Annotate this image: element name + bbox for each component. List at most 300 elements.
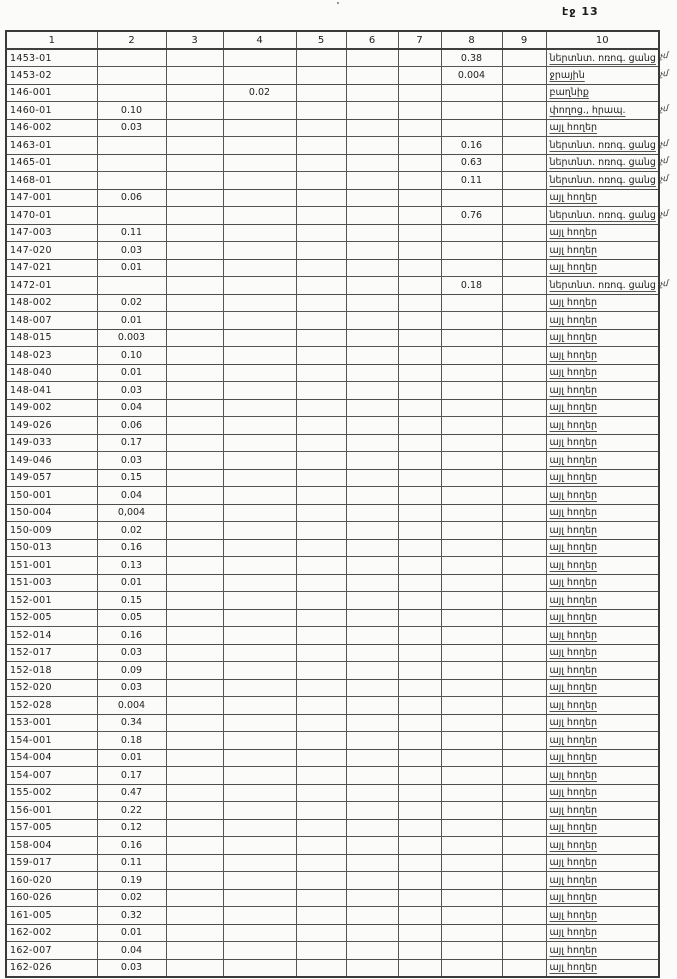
land-category-label: այլ հողեր bbox=[549, 384, 598, 396]
cell-col3 bbox=[166, 364, 223, 382]
cell-col8: 0.38 bbox=[441, 49, 502, 67]
cell-col1: 150-009 bbox=[6, 522, 97, 540]
cell-col2: 0.18 bbox=[97, 732, 166, 750]
cell-col3 bbox=[166, 732, 223, 750]
table-row bbox=[6, 574, 659, 592]
cell-col9 bbox=[502, 802, 546, 820]
cell-col6 bbox=[346, 434, 398, 452]
cell-col7 bbox=[398, 417, 441, 435]
cell-col6 bbox=[346, 627, 398, 645]
cell-col8 bbox=[441, 697, 502, 715]
cell-col4 bbox=[223, 854, 296, 872]
cell-col10 bbox=[546, 137, 659, 155]
cell-col5 bbox=[296, 469, 346, 487]
cell-col4 bbox=[223, 399, 296, 417]
cell-col6 bbox=[346, 277, 398, 295]
table-row bbox=[6, 609, 659, 627]
cell-col9 bbox=[502, 172, 546, 190]
cell-col2: 0.10 bbox=[97, 347, 166, 365]
table-row bbox=[6, 119, 659, 137]
cell-col6 bbox=[346, 452, 398, 470]
cell-col7 bbox=[398, 907, 441, 925]
table-row bbox=[6, 592, 659, 610]
cell-col7 bbox=[398, 732, 441, 750]
table-row bbox=[6, 924, 659, 942]
handwritten-note: չմ bbox=[659, 103, 669, 115]
cell-col9 bbox=[502, 522, 546, 540]
cell-col1: 146-002 bbox=[6, 119, 97, 137]
cell-col9 bbox=[502, 907, 546, 925]
cell-col6 bbox=[346, 872, 398, 890]
cell-col4 bbox=[223, 189, 296, 207]
cell-col6 bbox=[346, 504, 398, 522]
cell-col8 bbox=[441, 294, 502, 312]
table-row bbox=[6, 469, 659, 487]
cell-col4 bbox=[223, 154, 296, 172]
table-row bbox=[6, 662, 659, 680]
cell-col10 bbox=[546, 242, 659, 260]
cell-col2: 0.01 bbox=[97, 259, 166, 277]
cell-col8 bbox=[441, 84, 502, 102]
cell-col3 bbox=[166, 49, 223, 67]
cell-col8 bbox=[441, 102, 502, 120]
cell-col10 bbox=[546, 417, 659, 435]
cell-col1: 149-057 bbox=[6, 469, 97, 487]
cell-col2: 0.16 bbox=[97, 539, 166, 557]
cell-col8 bbox=[441, 382, 502, 400]
cell-col10 bbox=[546, 49, 659, 67]
cell-col6 bbox=[346, 67, 398, 85]
table-row bbox=[6, 749, 659, 767]
cell-col4 bbox=[223, 924, 296, 942]
cell-col7 bbox=[398, 347, 441, 365]
cell-col4 bbox=[223, 382, 296, 400]
cell-col10 bbox=[546, 469, 659, 487]
cell-col4 bbox=[223, 592, 296, 610]
land-category-label: այլ հողեր bbox=[549, 559, 598, 571]
header-cell-col2: 2 bbox=[97, 31, 166, 49]
cell-col6 bbox=[346, 662, 398, 680]
cell-col5 bbox=[296, 224, 346, 242]
cell-col1: 1465-01 bbox=[6, 154, 97, 172]
cell-col4 bbox=[223, 784, 296, 802]
cell-col4 bbox=[223, 522, 296, 540]
cell-col3 bbox=[166, 889, 223, 907]
cell-col2: 0.17 bbox=[97, 434, 166, 452]
land-category-label: այլ հողեր bbox=[549, 612, 598, 624]
cell-col5 bbox=[296, 907, 346, 925]
table-row bbox=[6, 557, 659, 575]
cell-col8 bbox=[441, 504, 502, 522]
land-category-label: ներտնտ. ոռոգ. ցանց bbox=[549, 52, 656, 64]
cell-col1: 152-017 bbox=[6, 644, 97, 662]
cell-col7 bbox=[398, 154, 441, 172]
cell-col8 bbox=[441, 784, 502, 802]
cell-col7 bbox=[398, 119, 441, 137]
table-row bbox=[6, 679, 659, 697]
cell-col4 bbox=[223, 207, 296, 225]
cell-col2 bbox=[97, 277, 166, 295]
cell-col2 bbox=[97, 172, 166, 190]
cell-col9 bbox=[502, 399, 546, 417]
cell-col8 bbox=[441, 767, 502, 785]
cell-col10 bbox=[546, 207, 659, 225]
cell-col5 bbox=[296, 84, 346, 102]
cell-col8 bbox=[441, 749, 502, 767]
cell-col1: 162-026 bbox=[6, 959, 97, 977]
land-category-label: այլ հողեր bbox=[549, 927, 598, 939]
cell-col8 bbox=[441, 522, 502, 540]
cell-col5 bbox=[296, 644, 346, 662]
cell-col10 bbox=[546, 574, 659, 592]
land-category-label: այլ հողեր bbox=[549, 349, 598, 361]
cell-col3 bbox=[166, 67, 223, 85]
cell-col4 bbox=[223, 347, 296, 365]
cell-col8 bbox=[441, 854, 502, 872]
cell-col5 bbox=[296, 119, 346, 137]
cell-col3 bbox=[166, 679, 223, 697]
cell-col1: 1460-01 bbox=[6, 102, 97, 120]
table-body bbox=[6, 49, 659, 977]
cell-col2 bbox=[97, 49, 166, 67]
cell-col10 bbox=[546, 679, 659, 697]
cell-col3 bbox=[166, 784, 223, 802]
cell-col2: 0.19 bbox=[97, 872, 166, 890]
cell-col5 bbox=[296, 312, 346, 330]
cell-col3 bbox=[166, 154, 223, 172]
cell-col6 bbox=[346, 854, 398, 872]
cell-col4 bbox=[223, 714, 296, 732]
cell-col2 bbox=[97, 84, 166, 102]
cell-col9 bbox=[502, 837, 546, 855]
cell-col5 bbox=[296, 207, 346, 225]
table-row bbox=[6, 452, 659, 470]
land-category-label: այլ հողեր bbox=[549, 472, 598, 484]
cell-col4 bbox=[223, 417, 296, 435]
cell-col8 bbox=[441, 907, 502, 925]
cell-col8 bbox=[441, 347, 502, 365]
table-row bbox=[6, 784, 659, 802]
cell-col3 bbox=[166, 907, 223, 925]
table-row bbox=[6, 382, 659, 400]
cell-col10 bbox=[546, 504, 659, 522]
cell-col7 bbox=[398, 522, 441, 540]
cell-col1: 152-014 bbox=[6, 627, 97, 645]
cell-col5 bbox=[296, 574, 346, 592]
cell-col8 bbox=[441, 924, 502, 942]
table-row bbox=[6, 872, 659, 890]
cell-col3 bbox=[166, 347, 223, 365]
cell-col9 bbox=[502, 84, 546, 102]
table-row bbox=[6, 364, 659, 382]
cell-col8 bbox=[441, 942, 502, 960]
cell-col10 bbox=[546, 84, 659, 102]
cell-col4 bbox=[223, 312, 296, 330]
cell-col4 bbox=[223, 67, 296, 85]
cell-col8 bbox=[441, 557, 502, 575]
cell-col10 bbox=[546, 959, 659, 977]
cell-col2: 0.01 bbox=[97, 749, 166, 767]
cell-col10 bbox=[546, 802, 659, 820]
cell-col1: 152-028 bbox=[6, 697, 97, 715]
data-table bbox=[5, 30, 660, 978]
header-cell-col8: 8 bbox=[441, 31, 502, 49]
handwritten-note: չմ bbox=[659, 156, 669, 167]
cell-col8 bbox=[441, 242, 502, 260]
cell-col5 bbox=[296, 802, 346, 820]
cell-col10 bbox=[546, 312, 659, 330]
cell-col9 bbox=[502, 242, 546, 260]
table-row bbox=[6, 224, 659, 242]
cell-col4 bbox=[223, 802, 296, 820]
cell-col8 bbox=[441, 417, 502, 435]
cell-col8 bbox=[441, 487, 502, 505]
cell-col2: 0.09 bbox=[97, 662, 166, 680]
cell-col2: 0.01 bbox=[97, 574, 166, 592]
cell-col2: 0.02 bbox=[97, 522, 166, 540]
table-row bbox=[6, 189, 659, 207]
table-row bbox=[6, 644, 659, 662]
cell-col10 bbox=[546, 224, 659, 242]
cell-col1: 161-005 bbox=[6, 907, 97, 925]
cell-col5 bbox=[296, 67, 346, 85]
cell-col7 bbox=[398, 382, 441, 400]
land-category-label: այլ հողեր bbox=[549, 332, 598, 344]
cell-col7 bbox=[398, 329, 441, 347]
cell-col8 bbox=[441, 259, 502, 277]
cell-col2: 0.03 bbox=[97, 119, 166, 137]
cell-col9 bbox=[502, 294, 546, 312]
cell-col8 bbox=[441, 889, 502, 907]
cell-col10 bbox=[546, 102, 659, 120]
cell-col3 bbox=[166, 329, 223, 347]
cell-col5 bbox=[296, 557, 346, 575]
cell-col10 bbox=[546, 522, 659, 540]
cell-col7 bbox=[398, 207, 441, 225]
cell-col9 bbox=[502, 714, 546, 732]
cell-col10 bbox=[546, 452, 659, 470]
cell-col7 bbox=[398, 609, 441, 627]
cell-col4 bbox=[223, 819, 296, 837]
cell-col10 bbox=[546, 329, 659, 347]
cell-col2: 0.004 bbox=[97, 697, 166, 715]
cell-col4 bbox=[223, 102, 296, 120]
cell-col6 bbox=[346, 609, 398, 627]
cell-col5 bbox=[296, 959, 346, 977]
cell-col3 bbox=[166, 819, 223, 837]
cell-col10 bbox=[546, 172, 659, 190]
cell-col3 bbox=[166, 644, 223, 662]
cell-col7 bbox=[398, 504, 441, 522]
land-category-label: այլ հողեր bbox=[549, 734, 598, 746]
cell-col10 bbox=[546, 277, 659, 295]
cell-col9 bbox=[502, 592, 546, 610]
cell-col5 bbox=[296, 452, 346, 470]
cell-col9 bbox=[502, 959, 546, 977]
land-category-label: այլ հողեր bbox=[549, 577, 598, 589]
cell-col4 bbox=[223, 172, 296, 190]
cell-col9 bbox=[502, 67, 546, 85]
table-row bbox=[6, 767, 659, 785]
handwritten-note: չմ bbox=[659, 278, 669, 290]
land-category-label: այլ հողեր bbox=[549, 682, 598, 694]
cell-col8 bbox=[441, 872, 502, 890]
cell-col1: 147-020 bbox=[6, 242, 97, 260]
cell-col3 bbox=[166, 84, 223, 102]
land-category-label: այլ հողեր bbox=[549, 314, 598, 326]
cell-col5 bbox=[296, 102, 346, 120]
cell-col2: 0.10 bbox=[97, 102, 166, 120]
cell-col10 bbox=[546, 434, 659, 452]
cell-col1: 1453-02 bbox=[6, 67, 97, 85]
cell-col9 bbox=[502, 312, 546, 330]
cell-col7 bbox=[398, 487, 441, 505]
cell-col3 bbox=[166, 504, 223, 522]
cell-col9 bbox=[502, 662, 546, 680]
cell-col3 bbox=[166, 312, 223, 330]
cell-col5 bbox=[296, 137, 346, 155]
cell-col4 bbox=[223, 837, 296, 855]
cell-col8 bbox=[441, 592, 502, 610]
cell-col5 bbox=[296, 49, 346, 67]
cell-col5 bbox=[296, 347, 346, 365]
land-category-label: այլ հողեր bbox=[549, 297, 598, 309]
cell-col2: 0.05 bbox=[97, 609, 166, 627]
cell-col1: 148-023 bbox=[6, 347, 97, 365]
cell-col1: 160-020 bbox=[6, 872, 97, 890]
cell-col8: 0.004 bbox=[441, 67, 502, 85]
cell-col6 bbox=[346, 242, 398, 260]
cell-col1: 159-017 bbox=[6, 854, 97, 872]
table-row bbox=[6, 714, 659, 732]
cell-col7 bbox=[398, 837, 441, 855]
cell-col2 bbox=[97, 67, 166, 85]
cell-col8: 0.16 bbox=[441, 137, 502, 155]
land-category-label: ներտնտ. ոռոգ. ցանց bbox=[549, 209, 656, 221]
cell-col4 bbox=[223, 242, 296, 260]
cell-col6 bbox=[346, 259, 398, 277]
cell-col10 bbox=[546, 872, 659, 890]
cell-col2: 0.03 bbox=[97, 242, 166, 260]
cell-col6 bbox=[346, 679, 398, 697]
cell-col2: 0.003 bbox=[97, 329, 166, 347]
cell-col5 bbox=[296, 522, 346, 540]
land-category-label: այլ հողեր bbox=[549, 419, 598, 431]
cell-col8: 0.76 bbox=[441, 207, 502, 225]
cell-col2: 0.16 bbox=[97, 837, 166, 855]
cell-col4 bbox=[223, 364, 296, 382]
cell-col6 bbox=[346, 697, 398, 715]
land-category-label: այլ հողեր bbox=[549, 524, 598, 536]
cell-col4 bbox=[223, 504, 296, 522]
cell-col10 bbox=[546, 294, 659, 312]
table-row bbox=[6, 102, 659, 120]
cell-col8: 0.63 bbox=[441, 154, 502, 172]
cell-col9 bbox=[502, 154, 546, 172]
cell-col2: 0.06 bbox=[97, 189, 166, 207]
cell-col5 bbox=[296, 382, 346, 400]
table-row bbox=[6, 312, 659, 330]
table-row bbox=[6, 137, 659, 155]
cell-col3 bbox=[166, 417, 223, 435]
cell-col1: 160-026 bbox=[6, 889, 97, 907]
cell-col2 bbox=[97, 154, 166, 172]
cell-col6 bbox=[346, 959, 398, 977]
cell-col2: 0.01 bbox=[97, 924, 166, 942]
cell-col6 bbox=[346, 49, 398, 67]
cell-col9 bbox=[502, 679, 546, 697]
cell-col7 bbox=[398, 924, 441, 942]
cell-col10 bbox=[546, 732, 659, 750]
cell-col9 bbox=[502, 469, 546, 487]
cell-col4 bbox=[223, 329, 296, 347]
cell-col6 bbox=[346, 84, 398, 102]
land-category-label: այլ հողեր bbox=[549, 507, 598, 519]
cell-col3 bbox=[166, 574, 223, 592]
cell-col9 bbox=[502, 329, 546, 347]
cell-col3 bbox=[166, 714, 223, 732]
cell-col5 bbox=[296, 154, 346, 172]
cell-col7 bbox=[398, 854, 441, 872]
cell-col4 bbox=[223, 679, 296, 697]
cell-col3 bbox=[166, 242, 223, 260]
cell-col5 bbox=[296, 767, 346, 785]
cell-col8 bbox=[441, 627, 502, 645]
cell-col2: 0.11 bbox=[97, 224, 166, 242]
cell-col7 bbox=[398, 889, 441, 907]
cell-col3 bbox=[166, 294, 223, 312]
cell-col7 bbox=[398, 627, 441, 645]
cell-col1: 154-007 bbox=[6, 767, 97, 785]
cell-col9 bbox=[502, 627, 546, 645]
cell-col9 bbox=[502, 889, 546, 907]
cell-col7 bbox=[398, 312, 441, 330]
cell-col1: 149-002 bbox=[6, 399, 97, 417]
cell-col1: 150-001 bbox=[6, 487, 97, 505]
land-category-label: այլ հողեր bbox=[549, 454, 598, 466]
cell-col7 bbox=[398, 67, 441, 85]
cell-col6 bbox=[346, 137, 398, 155]
cell-col1: 151-001 bbox=[6, 557, 97, 575]
land-category-label: այլ հողեր bbox=[549, 822, 598, 834]
table-row bbox=[6, 207, 659, 225]
cell-col9 bbox=[502, 189, 546, 207]
handwritten-note: չմ bbox=[659, 208, 669, 220]
cell-col8 bbox=[441, 837, 502, 855]
cell-col3 bbox=[166, 959, 223, 977]
cell-col10 bbox=[546, 347, 659, 365]
cell-col9 bbox=[502, 854, 546, 872]
cell-col5 bbox=[296, 487, 346, 505]
cell-col1: 150-004 bbox=[6, 504, 97, 522]
cell-col7 bbox=[398, 102, 441, 120]
cell-col7 bbox=[398, 697, 441, 715]
cell-col4 bbox=[223, 49, 296, 67]
cell-col4 bbox=[223, 644, 296, 662]
cell-col5 bbox=[296, 172, 346, 190]
cell-col10 bbox=[546, 697, 659, 715]
cell-col3 bbox=[166, 399, 223, 417]
land-category-label: այլ հողեր bbox=[549, 769, 598, 781]
cell-col9 bbox=[502, 417, 546, 435]
cell-col6 bbox=[346, 749, 398, 767]
cell-col10 bbox=[546, 399, 659, 417]
table-row bbox=[6, 67, 659, 85]
cell-col9 bbox=[502, 224, 546, 242]
table-row bbox=[6, 907, 659, 925]
table-row bbox=[6, 417, 659, 435]
header-cell-col7: 7 bbox=[398, 31, 441, 49]
